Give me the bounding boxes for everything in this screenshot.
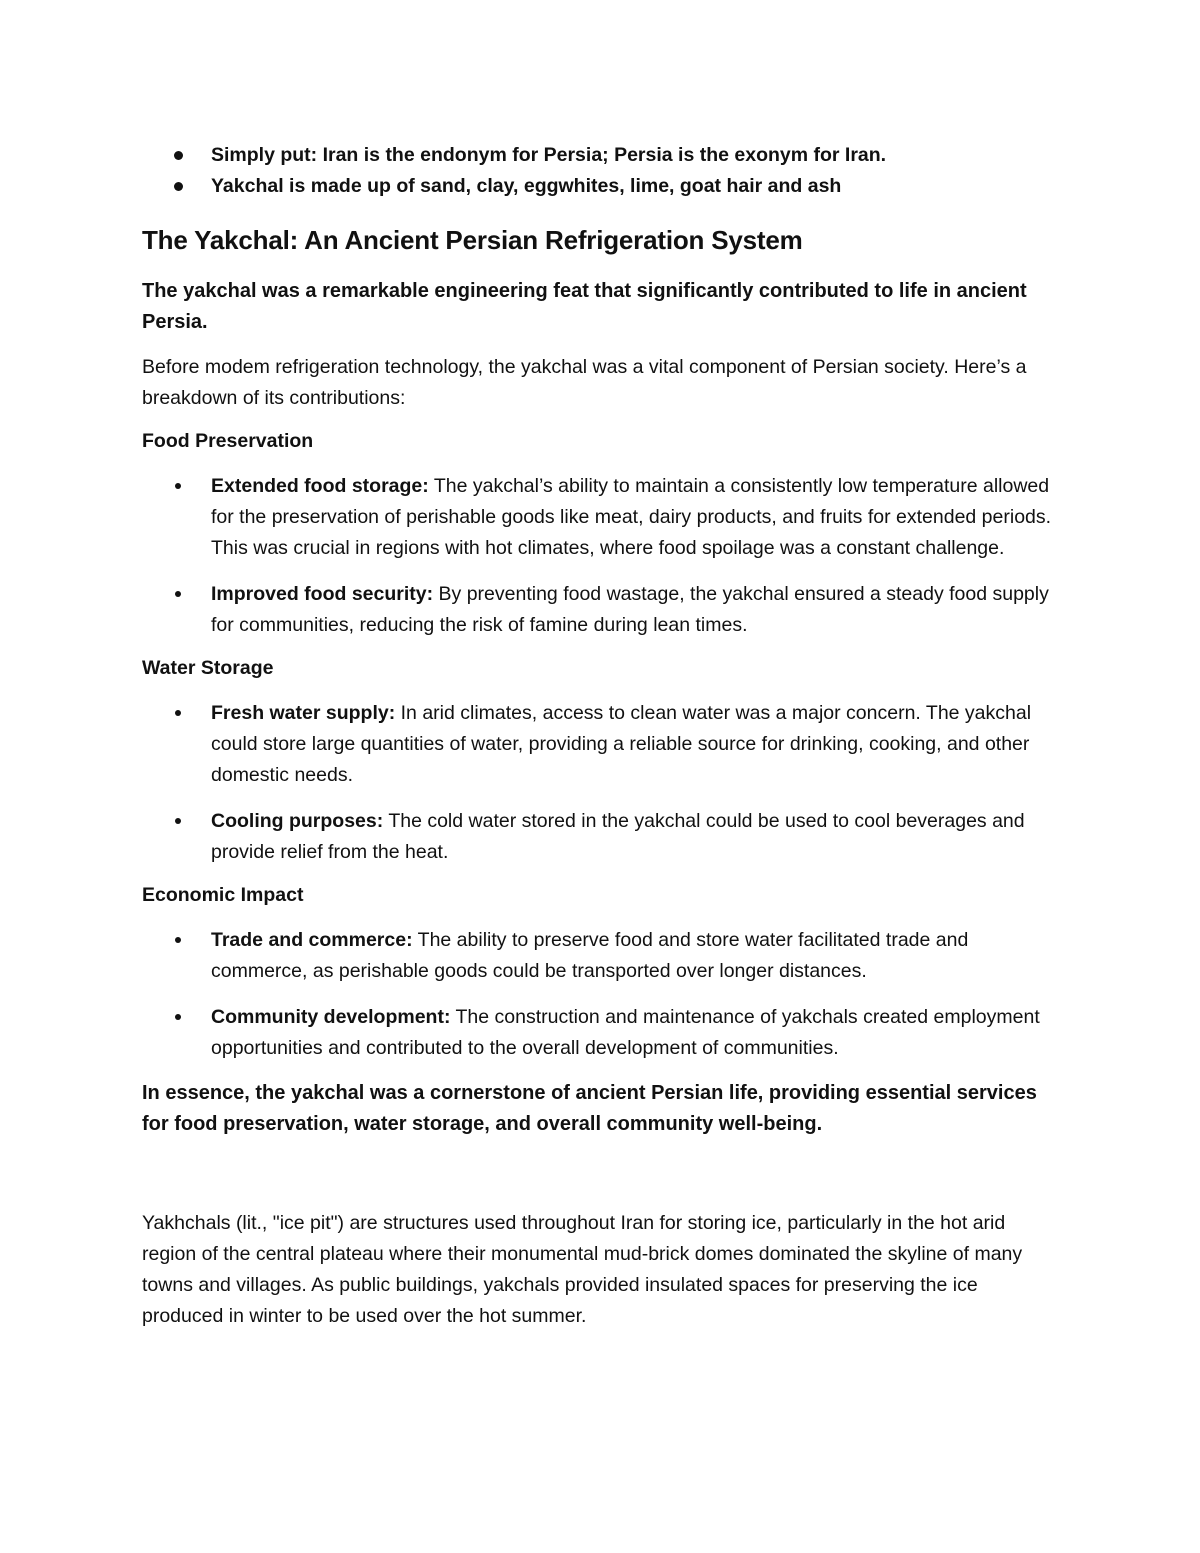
bullet-dot-icon (175, 937, 181, 943)
lead-statement: The yakchal was a remarkable engineering feat that significantly contributed to life in ancient Persia. (142, 280, 1027, 333)
list-item (142, 698, 1062, 791)
list-item (142, 925, 1062, 987)
bullet-dot-icon (174, 182, 183, 191)
bullet-dot-icon (174, 151, 183, 160)
intro-bullet-item (142, 140, 1062, 171)
item-text: The construction and maintenance of yakchals created employment opportunities and contributed to the overall development of communities. (211, 1006, 1040, 1059)
economic-impact-list (142, 925, 1062, 1064)
bullet-dot-icon (175, 710, 181, 716)
section-heading-food-preservation: Food Preservation (142, 430, 314, 452)
item-text: By preventing food wastage, the yakchal ensured a steady food supply for communities, reducing the risk of famine during lean times. (211, 583, 1049, 636)
intro-bullet-text: Simply put: Iran is the endonym for Persia; Persia is the exonym for Iran. (211, 144, 887, 166)
item-term: Extended food storage: (211, 475, 429, 497)
document-title: The Yakchal: An Ancient Persian Refrigeration System (142, 225, 803, 255)
item-term: Fresh water supply: (211, 702, 396, 724)
document-content (142, 140, 1062, 1332)
summary-statement: In essence, the yakchal was a cornerstone of ancient Persian life, providing essential services for food preservation, water storage, and overall community well-being. (142, 1082, 1037, 1135)
intro-paragraph: Before modem refrigeration technology, the yakchal was a vital component of Persian society. Here’s a breakdown of its contributions: (142, 356, 1027, 409)
item-text: The ability to preserve food and store water facilitated trade and commerce, as perishable goods could be transported over longer distances. (211, 929, 969, 982)
bullet-dot-icon (175, 1014, 181, 1020)
bullet-dot-icon (175, 483, 181, 489)
list-item (142, 806, 1062, 868)
item-term: Cooling purposes: (211, 810, 384, 832)
water-storage-list (142, 698, 1062, 868)
food-preservation-list (142, 471, 1062, 641)
item-text: The yakchal’s ability to maintain a consistently low temperature allowed for the preservation of perishable goods like meat, dairy products, and fruits for extended periods. This was crucial in regions with hot climates, where food spoilage was a constant challenge. (211, 475, 1052, 559)
intro-bullet-text: Yakchal is made up of sand, clay, eggwhites, lime, goat hair and ash (211, 175, 842, 197)
bullet-dot-icon (175, 591, 181, 597)
item-text: In arid climates, access to clean water was a major concern. The yakchal could store large quantities of water, providing a reliable source for drinking, cooking, and other domestic needs. (211, 702, 1032, 786)
item-text: The cold water stored in the yakchal could be used to cool beverages and provide relief from the heat. (211, 810, 1025, 863)
intro-bullet-item (142, 171, 1062, 202)
intro-bullet-list (142, 140, 1062, 202)
item-term: Community development: (211, 1006, 451, 1028)
bullet-dot-icon (175, 818, 181, 824)
closing-paragraph: Yakhchals (lit., "ice pit") are structures used throughout Iran for storing ice, particularly in the hot arid region of the central plateau where their monumental mud-brick domes dominated the skyline of many towns and villages. As public buildings, yakchals provided insulated spaces for preserving the ice produced in winter to be used over the hot summer. (142, 1212, 1023, 1327)
section-heading-water-storage: Water Storage (142, 657, 274, 679)
list-item (142, 1002, 1062, 1064)
list-item (142, 579, 1062, 641)
item-term: Improved food security: (211, 583, 434, 605)
list-item (142, 471, 1062, 564)
item-term: Trade and commerce: (211, 929, 413, 951)
section-heading-economic-impact: Economic Impact (142, 884, 304, 906)
